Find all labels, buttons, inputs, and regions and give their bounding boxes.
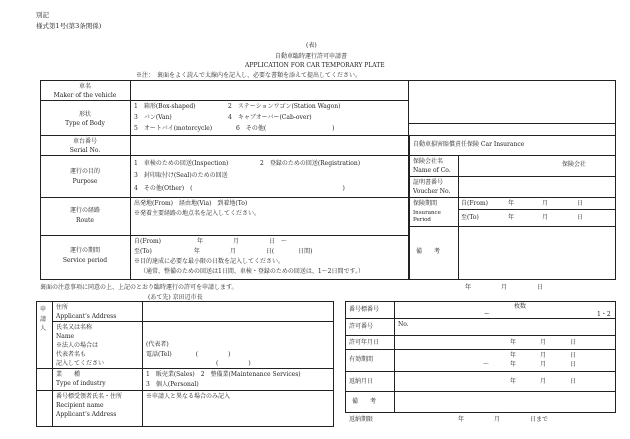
insurance-company-suffix: 保険会社 [562,161,587,168]
insurance-remarks-label: 備 考 [416,248,441,255]
corp-note-3: 記入してください [56,360,105,367]
industry-label-jp: 業 種 [56,371,81,378]
representative-label: (代表者) [146,341,169,348]
insurance-period-label-en: Insurance Period [413,210,441,223]
applicant-side-label: 申請人 [40,306,47,333]
address-label-en: Applicant's Address [56,313,117,320]
permit-date-value: 年 月 日 [510,339,577,346]
name-label-jp: 氏名又は名称 [56,324,93,331]
rule [409,123,616,124]
industry-options-1[interactable]: 1 販売業(Sales) 2 整備業(Maintenance Services) [146,371,301,378]
tel-field[interactable]: 電話(Tel) ( ) [146,351,231,358]
rule [52,321,334,322]
insurance-to-year: 年 [508,214,515,221]
insurance-frame [409,135,616,280]
serial-label-jp: 車台番号 [72,138,97,145]
purpose-option-4[interactable]: 4 その他(Other) ( ) [134,185,345,192]
rule [345,349,616,350]
shape-option-2[interactable]: 2 ステーションワゴン(Station Wagon) [228,103,341,110]
form-number: 様式第1号(第3条関係) [36,22,102,30]
insurance-from-year: 年 [508,200,515,207]
purpose-option-1[interactable]: 1 車検のための回送(Inspection) [134,160,229,167]
shape-option-5[interactable]: 5 オートバイ(motorcycle) [134,125,213,132]
rule [345,371,616,372]
purpose-label-en: Purpose [72,178,98,185]
declaration-text: 裏面の注意事項に同意の上、上記のとおり臨時運行の許可を申請します。 [40,284,238,291]
route-line-2: ※発着主要経路の地点名を記入してください。 [134,210,261,217]
rule [409,226,616,227]
valid-to-value: 年 月 日 [510,361,577,368]
rule [142,301,143,427]
rule [52,301,53,427]
serial-label-en: Serial No. [69,147,101,154]
attachment-label: 別記 [36,11,49,19]
insurance-from: 自(From) [461,200,489,207]
insurance-to: 至(To) [461,214,479,221]
insurance-period-label-jp: 保険期間 [413,200,438,207]
recipient-label-en-2: Applicant's Address [56,411,117,418]
industry-options-2[interactable]: 3 個人(Personal) [146,381,199,388]
title-en: APPLICATION FOR CAR TEMPORARY PLATE [245,62,385,69]
declaration-date[interactable]: 年 月 日 [465,284,544,291]
corp-note-2: 代表者名も [56,351,87,358]
route-label-jp: 運行の経路 [69,207,100,214]
shape-label-jp: 形状 [78,111,91,118]
name-label-en: Name [56,333,75,340]
plate-count-label: 枚数 [514,303,527,310]
insurance-from-month: 月 [542,200,549,207]
office-remarks-label: 備 考 [352,398,377,405]
rule [458,155,459,280]
period-note-1: ※目的達成に必要な最小限の日数を記入してください。 [134,258,285,265]
insurance-header: 自動車損害賠償責任保険 Car Insurance [413,141,525,148]
vehicle-name-label-jp: 車名 [78,83,91,90]
purpose-option-3[interactable]: 3 封印取付け(Seal)のための回送 [134,172,228,179]
rule [345,318,616,319]
rule [409,155,616,156]
rule [345,391,616,392]
route-line-1: 出発地(From) 経由地(Via) 到着地(To) [134,200,248,207]
recipient-label-jp: 番号標受領者氏名・住所 [56,393,123,400]
period-from[interactable]: 自(From) 年 月 日 ～ [134,238,288,245]
recipient-note: ※申請人と異なる場合のみ記入 [146,393,231,400]
voucher-label-en: Voucher No. [413,188,451,195]
corp-note-1: ※法人の場合は [56,342,99,349]
insurance-from-day: 日 [577,200,584,207]
rule [40,155,409,156]
purpose-label-jp: 運行の目的 [69,168,100,175]
period-note-2: （通常、整備のための回送は1日間、車検・登録のための回送は、1～2日間です。） [140,268,364,275]
voucher-label-jp: 証明書番号 [413,179,444,186]
purpose-option-2[interactable]: 2 登録のための回送(Registration) [260,160,361,167]
return-date-label: 返納月日 [349,378,374,385]
shape-option-3[interactable]: 3 バン(Van) [134,114,172,121]
route-label-en: Route [76,217,94,224]
rule [40,100,409,101]
rule [345,335,616,336]
shape-option-1[interactable]: 1 箱形(Box-shaped) [134,103,196,110]
recipient-label-en-1: Recipient name [56,402,104,409]
vehicle-name-label-en: Maker of the vehicle [53,92,117,99]
shape-option-4[interactable]: 4 キャブオーバー(Cab-over) [228,114,312,121]
rule [458,209,616,210]
return-deadline-label: 返納期限 [349,416,374,423]
front-label: (表) [306,42,317,49]
return-deadline-value: 年 月 日まで [458,416,549,423]
shape-label-en: Type of Body [65,120,105,127]
rule [36,390,334,391]
insurance-company-label-jp: 保険会社名 [413,158,444,165]
permit-date-label: 許可年月日 [349,339,380,346]
period-label-en: Service period [62,257,108,264]
rule [36,368,334,369]
rule [409,197,616,198]
rule [130,80,131,280]
industry-label-en: Type of industry [56,380,106,387]
period-label-jp: 運行の期間 [69,247,100,254]
rule [409,80,616,81]
rule [409,176,616,177]
insurance-to-day: 日 [577,214,584,221]
rule [615,80,616,135]
valid-from-value: 年 月 日 [510,352,577,359]
permit-number-no: No. [398,321,409,328]
permit-number-label: 許可番号 [349,323,374,330]
shape-option-6[interactable]: 6 その他( ) [236,125,335,132]
insurance-company-label-en: Name of Co. [413,167,451,174]
addressee: (あて先) 京田辺市長 [148,294,203,301]
period-to[interactable]: 至(To) 年 月 日( 日間) [134,248,313,255]
rule [40,235,409,236]
tel-field-2[interactable]: ( ) [216,360,251,367]
header-note: ※注： 裏面をよく読んで太線内を記入し、必要な書類を添えて提出してください。 [136,72,362,79]
rule [40,135,409,136]
insurance-to-month: 月 [542,214,549,221]
return-date-value: 年 月 日 [510,378,577,385]
rule [40,197,409,198]
address-label-jp: 住所 [56,304,69,311]
valid-period-label: 有効期間 [349,356,374,363]
plate-number-label: 番号標番号 [349,306,380,313]
plate-dash: ー [484,311,491,318]
title-jp: 自動車臨時運行許可申請書 [275,53,348,60]
valid-tilde: ～ [483,361,490,368]
plate-count-value: 1・2 [597,311,611,318]
